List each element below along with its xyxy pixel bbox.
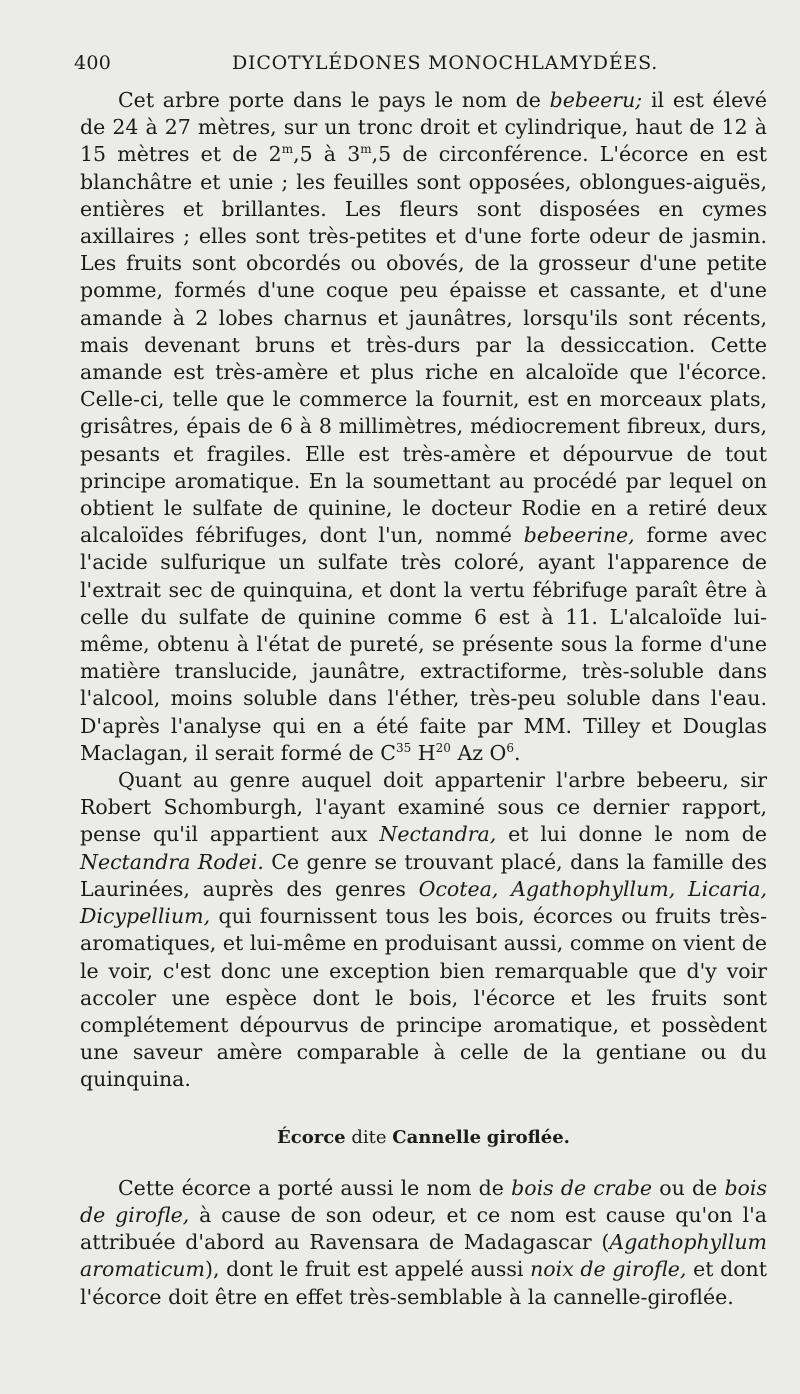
page-header xyxy=(74,52,756,78)
italic-term: Ocotea, Agathophyllum, Licaria, Dicypellium, xyxy=(80,876,767,929)
text-run: et dont l'écorce doit être en effet très-semblable à la cannelle-giroflée. xyxy=(80,1257,768,1309)
paragraph-bebeeru-description xyxy=(80,87,767,767)
text-run: Ce genre se trouvant placé, dans la famille des Laurinées, auprès des genres xyxy=(80,849,767,901)
text-run: forme avec l'acide sulfurique un sulfate très coloré, ayant l'apparence de l'extrait sec de quinquina, et dont la vertu fébrifuge paraît être à celle du sulfate de quinine comme 6 est à 11. L'alcaloïde lui-même, obtenu à l'état de pureté, se présente sous la forme d'une matière translucide, jaunâtre, extractiforme, très-soluble dans l'alcool, moins soluble dans l'éther, très-peu soluble dans l'eau. D'après l'analyse qui en a été faite par MM. Tilley et Douglas Maclagan, il serait formé de C xyxy=(80,523,767,765)
text-run: Az O xyxy=(450,740,507,765)
text-run: ,5 à 3 xyxy=(293,142,361,167)
paragraph-clove-bark xyxy=(80,1175,767,1311)
text-run: Quant au genre auquel doit appartenir l'arbre bebeeru, sir Robert Schomburgh, l'ayant examiné sous ce dernier rapport, pense qu'il appartient aux xyxy=(80,768,767,847)
text-run: à cause de son odeur, et ce nom est cause qu'on l'a attribuée d'abord au Ravensara de Madagascar ( xyxy=(80,1202,767,1255)
italic-term: bois de crabe xyxy=(511,1175,653,1200)
text-run: Cet arbre porte dans le pays le nom de xyxy=(118,88,550,112)
italic-term: noix de girofle, xyxy=(530,1257,687,1282)
italic-term: bebeeru; xyxy=(549,88,643,112)
text-run: ou de xyxy=(652,1175,725,1200)
section-heading xyxy=(80,1124,767,1151)
body-text xyxy=(80,87,767,1311)
heading-word: giroflée. xyxy=(486,1126,570,1148)
text-run: il est élevé de 24 à 27 mètres, sur un tronc droit et cylindrique, haut de 12 à 15 mètres et de 2 xyxy=(80,88,767,167)
superscript: 6 xyxy=(506,740,515,755)
text-run: . xyxy=(514,740,521,765)
text-run: Cette écorce a porté aussi le nom de xyxy=(118,1175,512,1200)
superscript: m xyxy=(281,142,294,157)
italic-term: Agathophyllum aromaticum xyxy=(80,1230,767,1282)
running-title: DICOTYLÉDONES MONOCHLAMYDÉES. xyxy=(232,52,659,74)
heading-word: dite xyxy=(351,1126,387,1148)
italic-term: bebeerine, xyxy=(523,523,635,548)
paragraph-genus-classification xyxy=(80,767,767,1093)
page-number: 400 xyxy=(74,52,112,74)
italic-term: Nectandra, xyxy=(379,822,497,847)
superscript: 35 xyxy=(395,740,412,755)
text-run: ,5 de circonférence. L'écorce en est blanchâtre et unie ; les feuilles sont opposées, oblongues-aiguës, entières et brillantes. Les fleurs sont disposées en cymes axillaires ; elles sont très-petites et d'une forte odeur de jasmin. Les fruits sont obcordés ou obovés, de la grosseur d'une petite pomme, formés d'une coque peu épaisse et cassante, et d'une amande à 2 lobes charnus et jaunâtres, lorsqu'ils sont récents, mais devenant bruns et très-durs par la dessiccation. Cette amande est très-amère et plus riche en alcaloïde que l'écorce. Celle-ci, telle que le commerce la fournit, est en morceaux plats, grisâtres, épais de 6 à 8 millimètres, médiocrement fibreux, durs, pesants et fragiles. Elle est très-amère et dépourvue de tout principe aromatique. En la soumettant au procédé par lequel on obtient le sulfate de quinine, le docteur Rodie en a retiré deux alcaloïdes fébrifuges, dont l'un, nommé xyxy=(80,142,767,548)
text-run: H xyxy=(411,740,436,765)
text-run: qui fournissent tous les bois, écorces ou fruits très-aromatiques, et lui-même en produisant aussi, comme on vient de le voir, c'est donc une exception bien remarquable que d'y voir accoler une espèce dont le bois, l'écorce et les fruits sont complétement dépourvus de principe aromatique, et possèdent une saveur amère comparable à celle de la gentiane ou du quinquina. xyxy=(80,904,767,1092)
text-run: ), dont le fruit est appelé aussi xyxy=(204,1257,531,1282)
heading-word: Cannelle xyxy=(392,1126,482,1148)
heading-word: Écorce xyxy=(277,1126,346,1148)
text-run: et lui donne le nom de xyxy=(496,822,767,847)
superscript: 20 xyxy=(435,740,451,755)
italic-term: Nectandra Rodei. xyxy=(80,849,264,874)
superscript: m xyxy=(360,142,372,157)
italic-term: bois de girofle, xyxy=(80,1175,767,1227)
